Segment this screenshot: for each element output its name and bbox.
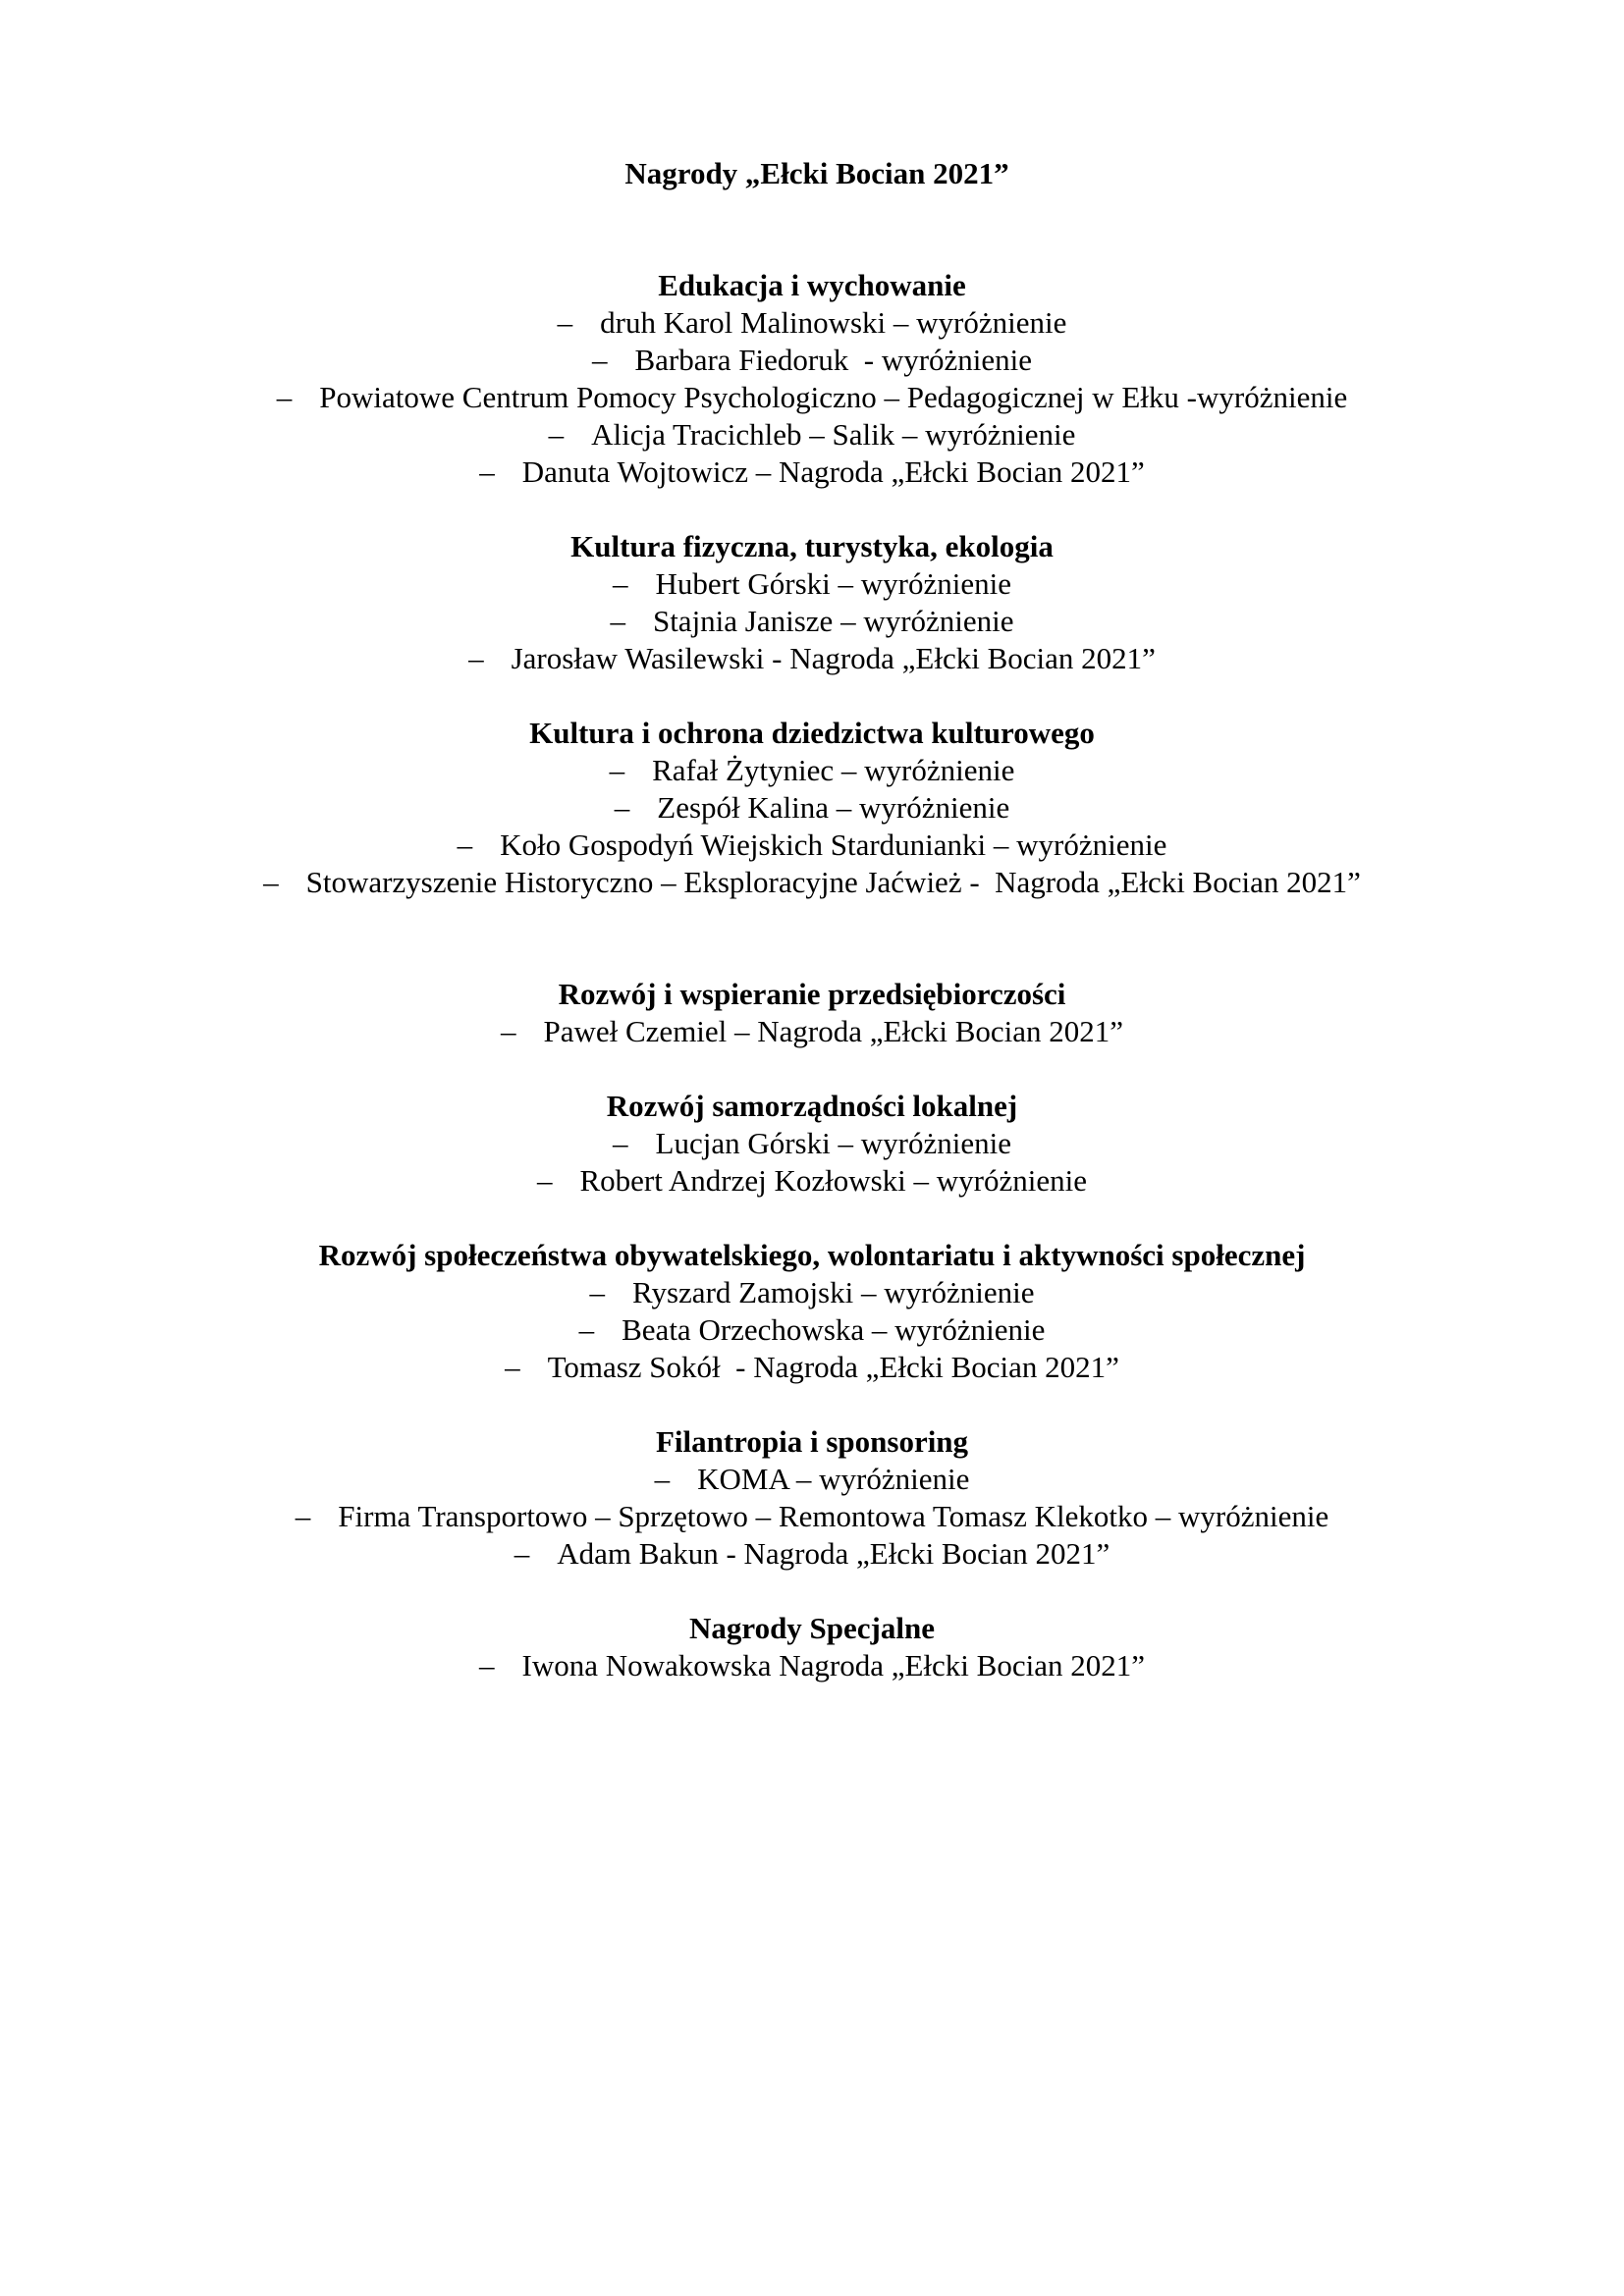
- list-item-text: Hubert Górski – wyróżnienie: [655, 566, 1011, 601]
- list-item: [0, 1461, 1624, 1498]
- list-item-text: Stajnia Janisze – wyróżnienie: [652, 604, 1014, 638]
- dash-bullet: –: [613, 566, 628, 601]
- dash-bullet: –: [589, 1275, 606, 1309]
- section-heading: Rozwój i wspieranie przedsiębiorczości: [558, 977, 1066, 1011]
- list-item-text: Ryszard Zamojski – wyróżnienie: [632, 1275, 1035, 1309]
- dash-bullet: –: [514, 1536, 530, 1571]
- list-item: [0, 1311, 1624, 1349]
- dash-bullet: –: [591, 343, 608, 377]
- list-item: [0, 1162, 1624, 1200]
- list-item-text: Stowarzyszenie Historyczno – Eksploracyjne Jaćwież - Nagroda „Ełcki Bocian 2021”: [305, 865, 1361, 899]
- dash-bullet: –: [578, 1312, 595, 1347]
- dash-bullet: –: [479, 1648, 495, 1682]
- list-item-text: druh Karol Malinowski – wyróżnienie: [600, 305, 1067, 340]
- document-title: Nagrody „Ełcki Bocian 2021”: [624, 156, 1009, 190]
- dash-bullet: –: [468, 641, 484, 675]
- list-item: [0, 1125, 1624, 1162]
- list-item: [0, 454, 1624, 491]
- list-item: [0, 1535, 1624, 1573]
- section-local-government: [0, 1088, 1624, 1200]
- section-heading: Kultura i ochrona dziedzictwa kulturowego: [529, 716, 1095, 750]
- dash-bullet: –: [654, 1462, 671, 1496]
- list-item-text: Alicja Tracichleb – Salik – wyróżnienie: [591, 417, 1076, 452]
- section-heading: Rozwój społeczeństwa obywatelskiego, wolontariatu i aktywności społecznej: [318, 1238, 1306, 1272]
- list-item-text: Danuta Wojtowicz – Nagroda „Ełcki Bocian 2021”: [521, 454, 1145, 489]
- list-item-text: Robert Andrzej Kozłowski – wyróżnienie: [579, 1163, 1088, 1198]
- list-item: [0, 304, 1624, 342]
- list-item-text: Koło Gospodyń Wiejskich Stardunianki – wyróżnienie: [500, 828, 1167, 862]
- list-item-text: KOMA – wyróżnienie: [697, 1462, 970, 1496]
- section-heading: Filantropia i sponsoring: [655, 1424, 969, 1459]
- list-item-text: Tomasz Sokół - Nagroda „Ełcki Bocian 2021”: [547, 1350, 1119, 1384]
- dash-bullet: –: [548, 417, 565, 452]
- list-item-text: Jarosław Wasilewski - Nagroda „Ełcki Bocian 2021”: [511, 641, 1156, 675]
- list-item-text: Firma Transportowo – Sprzętowo – Remontowa Tomasz Klekotko – wyróżnienie: [338, 1499, 1329, 1533]
- list-item: [0, 1647, 1624, 1684]
- dash-bullet: –: [614, 790, 630, 825]
- section-entrepreneurship: [0, 976, 1624, 1050]
- list-item-text: Zespół Kalina – wyróżnienie: [657, 790, 1010, 825]
- section-heading: Nagrody Specjalne: [688, 1611, 935, 1645]
- list-item: [0, 864, 1624, 901]
- section-culture-heritage: [0, 715, 1624, 901]
- list-item-text: Powiatowe Centrum Pomocy Psychologiczno – Pedagogicznej w Ełku -wyróżnienie: [319, 380, 1348, 414]
- dash-bullet: –: [500, 1014, 516, 1048]
- list-item: [0, 752, 1624, 789]
- list-item: [0, 1498, 1624, 1535]
- list-item: [0, 1013, 1624, 1050]
- list-item: [0, 640, 1624, 677]
- list-item-text: Lucjan Górski – wyróżnienie: [655, 1126, 1011, 1160]
- list-item: [0, 827, 1624, 864]
- list-item-text: Beata Orzechowska – wyróżnienie: [622, 1312, 1046, 1347]
- dash-bullet: –: [295, 1499, 311, 1533]
- dash-bullet: –: [263, 865, 279, 899]
- section-heading: Rozwój samorządności lokalnej: [606, 1089, 1018, 1123]
- list-item-text: Rafał Żytyniec – wyróżnienie: [652, 753, 1015, 787]
- list-item-text: Barbara Fiedoruk - wyróżnienie: [634, 343, 1033, 377]
- dash-bullet: –: [613, 1126, 628, 1160]
- section-heading: Edukacja i wychowanie: [658, 268, 966, 302]
- list-item: [0, 416, 1624, 454]
- section-civil-society: [0, 1237, 1624, 1386]
- list-item: [0, 379, 1624, 416]
- list-item: [0, 1274, 1624, 1311]
- list-item: [0, 342, 1624, 379]
- list-item-text: Paweł Czemiel – Nagroda „Ełcki Bocian 2021”: [543, 1014, 1124, 1048]
- list-item: [0, 565, 1624, 603]
- dash-bullet: –: [557, 305, 573, 340]
- dash-bullet: –: [505, 1350, 520, 1384]
- list-item-text: Iwona Nowakowska Nagroda „Ełcki Bocian 2021”: [521, 1648, 1145, 1682]
- dash-bullet: –: [610, 604, 625, 638]
- list-item: [0, 1349, 1624, 1386]
- list-item: [0, 789, 1624, 827]
- dash-bullet: –: [457, 828, 473, 862]
- dash-bullet: –: [276, 380, 293, 414]
- dash-bullet: –: [536, 1163, 553, 1198]
- section-education: [0, 267, 1624, 491]
- dash-bullet: –: [479, 454, 495, 489]
- section-heading: Kultura fizyczna, turystyka, ekologia: [570, 529, 1054, 563]
- section-philanthropy: [0, 1423, 1624, 1573]
- dash-bullet: –: [609, 753, 625, 787]
- list-item: [0, 603, 1624, 640]
- section-physical-culture: [0, 528, 1624, 677]
- section-special-awards: [0, 1610, 1624, 1684]
- award-sections: [0, 267, 1624, 1684]
- list-item-text: Adam Bakun - Nagroda „Ełcki Bocian 2021”: [557, 1536, 1110, 1571]
